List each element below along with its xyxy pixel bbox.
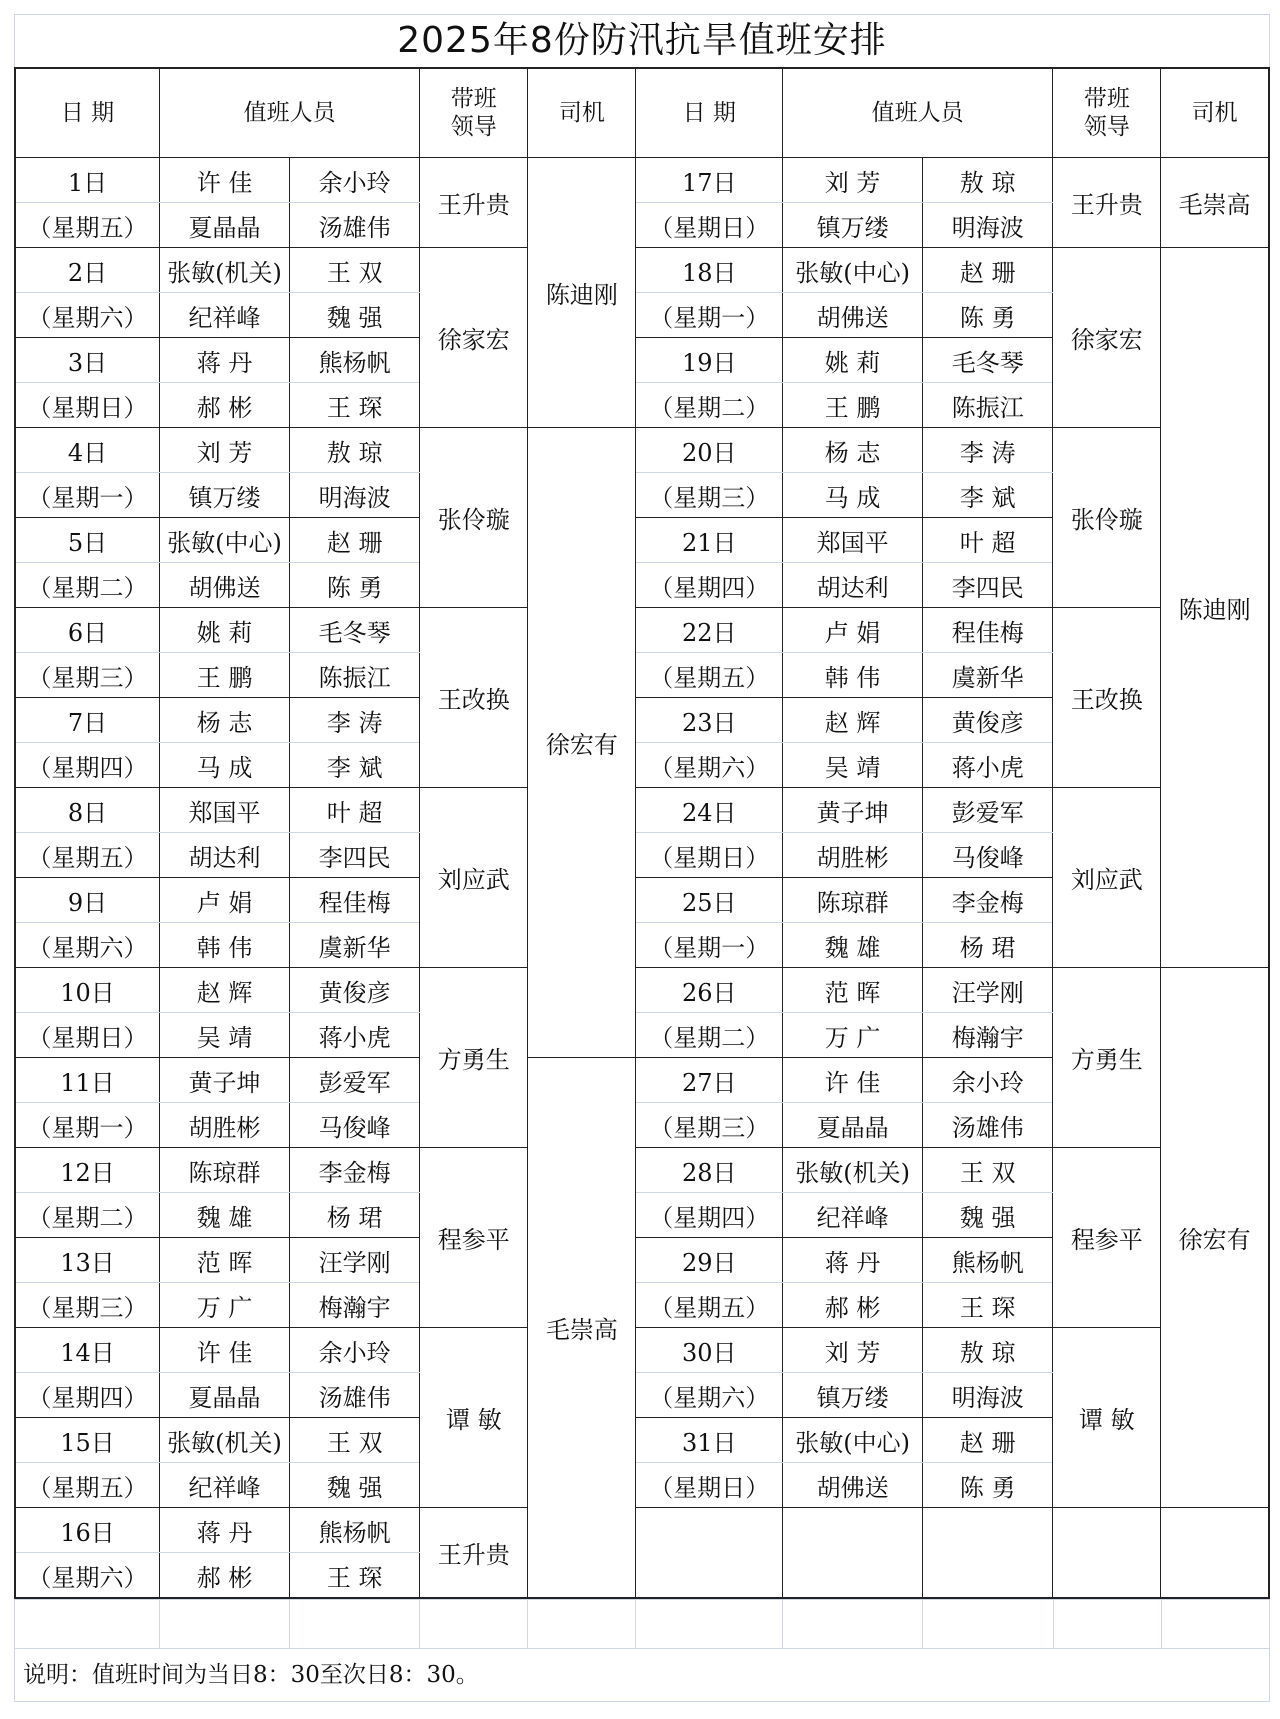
date-cell: 14日 [15,1328,159,1373]
staff-cell: 刘 芳 [159,428,289,473]
empty-driver-cell [1161,1508,1269,1599]
weekday-cell: （星期五） [15,1463,159,1508]
staff-cell: 李 斌 [290,743,420,788]
date-cell: 9日 [15,878,159,923]
header-date: 日 期 [15,68,159,158]
date-cell: 23日 [636,698,783,743]
staff-cell: 镇万缕 [159,473,289,518]
staff-cell: 王 双 [290,248,420,293]
leader-cell: 刘应武 [1053,788,1161,968]
date-cell: 2日 [15,248,159,293]
date-cell: 17日 [636,158,783,203]
staff-cell: 镇万缕 [783,1373,923,1418]
staff-cell: 张敏(机关) [159,248,289,293]
staff-cell: 卢 娟 [159,878,289,923]
staff-cell: 魏 雄 [159,1193,289,1238]
staff-cell: 叶 超 [923,518,1053,563]
header-row [15,68,1269,158]
date-cell: 27日 [636,1058,783,1103]
staff-cell: 陈 勇 [923,1463,1053,1508]
staff-cell: 李 涛 [290,698,420,743]
staff-cell: 敖 琼 [923,1328,1053,1373]
leader-cell: 徐家宏 [1053,248,1161,428]
weekday-cell: （星期日） [15,1013,159,1058]
weekday-cell: （星期六） [15,923,159,968]
staff-cell: 余小玲 [290,158,420,203]
staff-cell: 蒋 丹 [783,1238,923,1283]
driver-cell: 徐宏有 [528,428,636,1058]
staff-cell: 吴 靖 [783,743,923,788]
date-cell: 4日 [15,428,159,473]
table-row [15,248,1269,293]
staff-cell: 李四民 [290,833,420,878]
table-row [15,1328,1269,1373]
staff-cell: 程佳梅 [290,878,420,923]
staff-cell: 虞新华 [290,923,420,968]
leader-cell: 刘应武 [420,788,528,968]
staff-cell: 马俊峰 [290,1103,420,1148]
staff-cell: 杨 珺 [923,923,1053,968]
staff-cell: 熊杨帆 [923,1238,1053,1283]
header-leader-right [1053,68,1161,158]
table-row [15,1508,1269,1553]
leader-cell: 程参平 [420,1148,528,1328]
table-row [15,1148,1269,1193]
weekday-cell: （星期四） [15,743,159,788]
weekday-cell: （星期四） [15,1373,159,1418]
date-cell: 24日 [636,788,783,833]
driver-cell: 陈迪刚 [528,158,636,428]
footnote: 说明：值班时间为当日8：30至次日8：30。 [14,1649,1270,1702]
weekday-cell: （星期六） [636,1373,783,1418]
empty-staff-cell [783,1508,923,1599]
staff-cell: 马 成 [783,473,923,518]
weekday-cell: （星期一） [636,923,783,968]
staff-cell: 镇万缕 [783,203,923,248]
header-driver: 司机 [528,68,636,158]
date-cell: 19日 [636,338,783,383]
staff-cell: 胡佛送 [783,293,923,338]
staff-cell: 马俊峰 [923,833,1053,878]
leader-cell: 王升贵 [1053,158,1161,248]
staff-cell: 纪祥峰 [159,1463,289,1508]
date-cell: 15日 [15,1418,159,1463]
staff-cell: 叶 超 [290,788,420,833]
weekday-cell: （星期二） [636,1013,783,1058]
weekday-cell: （星期日） [15,383,159,428]
staff-cell: 陈 勇 [290,563,420,608]
staff-cell: 李金梅 [290,1148,420,1193]
empty-date-cell [636,1508,783,1599]
weekday-cell: （星期二） [15,563,159,608]
leader-cell: 徐家宏 [420,248,528,428]
staff-cell: 杨 志 [783,428,923,473]
page-title: 2025年8份防汛抗旱值班安排 [14,14,1270,67]
staff-cell: 胡达利 [159,833,289,878]
date-cell: 31日 [636,1418,783,1463]
weekday-cell: （星期三） [636,1103,783,1148]
staff-cell: 明海波 [923,203,1053,248]
weekday-cell: （星期三） [15,1283,159,1328]
staff-cell: 许 佳 [159,158,289,203]
date-cell: 21日 [636,518,783,563]
staff-cell: 汤雄伟 [290,203,420,248]
staff-cell: 张敏(机关) [159,1418,289,1463]
date-cell: 28日 [636,1148,783,1193]
leader-cell: 王改换 [1053,608,1161,788]
staff-cell: 王 双 [290,1418,420,1463]
staff-cell: 万 广 [783,1013,923,1058]
header-driver-right: 司机 [1161,68,1269,158]
staff-cell: 李 斌 [923,473,1053,518]
leader-cell: 方勇生 [420,968,528,1148]
staff-cell: 郝 彬 [783,1283,923,1328]
staff-cell: 夏晶晶 [159,203,289,248]
staff-cell: 胡佛送 [159,563,289,608]
staff-cell: 王 琛 [290,383,420,428]
weekday-cell: （星期日） [636,1463,783,1508]
staff-cell: 敖 琼 [290,428,420,473]
header-date-right: 日 期 [636,68,783,158]
staff-cell: 虞新华 [923,653,1053,698]
weekday-cell: （星期四） [636,563,783,608]
staff-cell: 陈 勇 [923,293,1053,338]
staff-cell: 毛冬琴 [923,338,1053,383]
date-cell: 20日 [636,428,783,473]
header-leader-right-line2: 领导 [1083,114,1130,140]
staff-cell: 蒋 丹 [159,1508,289,1553]
staff-cell: 汤雄伟 [290,1373,420,1418]
weekday-cell: （星期五） [15,203,159,248]
staff-cell: 王 双 [923,1148,1053,1193]
table-row [15,968,1269,1013]
staff-cell: 黄子坤 [783,788,923,833]
staff-cell: 郑国平 [159,788,289,833]
blank-row [15,1600,1270,1649]
date-cell: 30日 [636,1328,783,1373]
schedule-document [14,14,1270,1702]
staff-cell: 汪学刚 [923,968,1053,1013]
staff-cell: 赵 珊 [290,518,420,563]
staff-cell: 陈琼群 [783,878,923,923]
leader-cell: 张伶璇 [1053,428,1161,608]
driver-cell: 毛崇高 [1161,158,1269,248]
staff-cell: 万 广 [159,1283,289,1328]
date-cell: 7日 [15,698,159,743]
staff-cell: 杨 志 [159,698,289,743]
staff-cell: 明海波 [290,473,420,518]
empty-staff-cell [923,1508,1053,1599]
staff-cell: 马 成 [159,743,289,788]
staff-cell: 梅瀚宇 [923,1013,1053,1058]
staff-cell: 魏 强 [923,1193,1053,1238]
staff-cell: 韩 伟 [783,653,923,698]
staff-cell: 郝 彬 [159,1553,289,1599]
header-leader-right-line1: 带班 [1083,86,1130,112]
empty-leader-cell [1053,1508,1161,1599]
leader-cell: 方勇生 [1053,968,1161,1148]
staff-cell: 范 晖 [159,1238,289,1283]
weekday-cell: （星期一） [15,473,159,518]
weekday-cell: （星期日） [636,203,783,248]
date-cell: 18日 [636,248,783,293]
weekday-cell: （星期一） [15,1103,159,1148]
date-cell: 12日 [15,1148,159,1193]
driver-cell: 徐宏有 [1161,968,1269,1508]
leader-cell: 程参平 [1053,1148,1161,1328]
table-row [15,788,1269,833]
weekday-cell: （星期六） [15,293,159,338]
staff-cell: 李金梅 [923,878,1053,923]
driver-cell: 陈迪刚 [1161,248,1269,968]
staff-cell: 胡胜彬 [159,1103,289,1148]
weekday-cell: （星期六） [15,1553,159,1599]
staff-cell: 黄俊彦 [290,968,420,1013]
date-cell: 3日 [15,338,159,383]
staff-cell: 明海波 [923,1373,1053,1418]
date-cell: 11日 [15,1058,159,1103]
header-leader [420,68,528,158]
staff-cell: 毛冬琴 [290,608,420,653]
weekday-cell: （星期四） [636,1193,783,1238]
staff-cell: 王 鹏 [783,383,923,428]
weekday-cell: （星期六） [636,743,783,788]
staff-cell: 赵 珊 [923,248,1053,293]
weekday-cell: （星期二） [636,383,783,428]
staff-cell: 蒋 丹 [159,338,289,383]
staff-cell: 许 佳 [783,1058,923,1103]
staff-cell: 彭爱军 [923,788,1053,833]
staff-cell: 汪学刚 [290,1238,420,1283]
leader-cell: 王改换 [420,608,528,788]
staff-cell: 黄子坤 [159,1058,289,1103]
staff-cell: 韩 伟 [159,923,289,968]
date-cell: 16日 [15,1508,159,1553]
staff-cell: 李 涛 [923,428,1053,473]
staff-cell: 敖 琼 [923,158,1053,203]
staff-cell: 许 佳 [159,1328,289,1373]
staff-cell: 张敏(中心) [159,518,289,563]
header-staff: 值班人员 [159,68,419,158]
staff-cell: 胡佛送 [783,1463,923,1508]
date-cell: 22日 [636,608,783,653]
date-cell: 8日 [15,788,159,833]
staff-cell: 纪祥峰 [159,293,289,338]
staff-cell: 蒋小虎 [923,743,1053,788]
staff-cell: 陈振江 [923,383,1053,428]
staff-cell: 蒋小虎 [290,1013,420,1058]
staff-cell: 郑国平 [783,518,923,563]
leader-cell: 谭 敏 [420,1328,528,1508]
staff-cell: 赵 辉 [783,698,923,743]
leader-cell: 王升贵 [420,158,528,248]
staff-cell: 陈振江 [290,653,420,698]
staff-cell: 王 琛 [290,1553,420,1599]
date-cell: 26日 [636,968,783,1013]
staff-cell: 熊杨帆 [290,1508,420,1553]
staff-cell: 黄俊彦 [923,698,1053,743]
leader-cell: 谭 敏 [1053,1328,1161,1508]
staff-cell: 夏晶晶 [783,1103,923,1148]
header-leader-line2: 领导 [450,114,497,140]
weekday-cell: （星期三） [636,473,783,518]
staff-cell: 陈琼群 [159,1148,289,1193]
staff-cell: 王 鹏 [159,653,289,698]
table-row [15,158,1269,203]
leader-cell: 王升贵 [420,1508,528,1599]
duty-schedule-table [14,67,1270,1599]
staff-cell: 熊杨帆 [290,338,420,383]
staff-cell: 魏 强 [290,293,420,338]
weekday-cell: （星期五） [15,833,159,878]
staff-cell: 纪祥峰 [783,1193,923,1238]
leader-cell: 张伶璇 [420,428,528,608]
staff-cell: 范 晖 [783,968,923,1013]
weekday-cell: （星期三） [15,653,159,698]
staff-cell: 卢 娟 [783,608,923,653]
staff-cell: 夏晶晶 [159,1373,289,1418]
staff-cell: 姚 莉 [159,608,289,653]
weekday-cell: （星期一） [636,293,783,338]
table-row [15,608,1269,653]
staff-cell: 刘 芳 [783,158,923,203]
weekday-cell: （星期五） [636,653,783,698]
staff-cell: 余小玲 [923,1058,1053,1103]
staff-cell: 杨 珺 [290,1193,420,1238]
weekday-cell: （星期五） [636,1283,783,1328]
weekday-cell: （星期日） [636,833,783,878]
staff-cell: 姚 莉 [783,338,923,383]
date-cell: 10日 [15,968,159,1013]
staff-cell: 吴 靖 [159,1013,289,1058]
staff-cell: 魏 雄 [783,923,923,968]
staff-cell: 李四民 [923,563,1053,608]
date-cell: 29日 [636,1238,783,1283]
staff-cell: 张敏(中心) [783,248,923,293]
staff-cell: 张敏(中心) [783,1418,923,1463]
staff-cell: 彭爱军 [290,1058,420,1103]
date-cell: 13日 [15,1238,159,1283]
staff-cell: 汤雄伟 [923,1103,1053,1148]
date-cell: 6日 [15,608,159,653]
weekday-cell: （星期二） [15,1193,159,1238]
table-row [15,428,1269,473]
blank-row-table [14,1599,1270,1649]
staff-cell: 胡达利 [783,563,923,608]
date-cell: 5日 [15,518,159,563]
date-cell: 1日 [15,158,159,203]
date-cell: 25日 [636,878,783,923]
staff-cell: 刘 芳 [783,1328,923,1373]
staff-cell: 魏 强 [290,1463,420,1508]
staff-cell: 王 琛 [923,1283,1053,1328]
staff-cell: 赵 珊 [923,1418,1053,1463]
header-leader-line1: 带班 [450,86,497,112]
staff-cell: 程佳梅 [923,608,1053,653]
driver-cell: 毛崇高 [528,1058,636,1599]
staff-cell: 郝 彬 [159,383,289,428]
staff-cell: 胡胜彬 [783,833,923,878]
staff-cell: 张敏(机关) [783,1148,923,1193]
header-staff-right: 值班人员 [783,68,1053,158]
staff-cell: 余小玲 [290,1328,420,1373]
staff-cell: 梅瀚宇 [290,1283,420,1328]
staff-cell: 赵 辉 [159,968,289,1013]
